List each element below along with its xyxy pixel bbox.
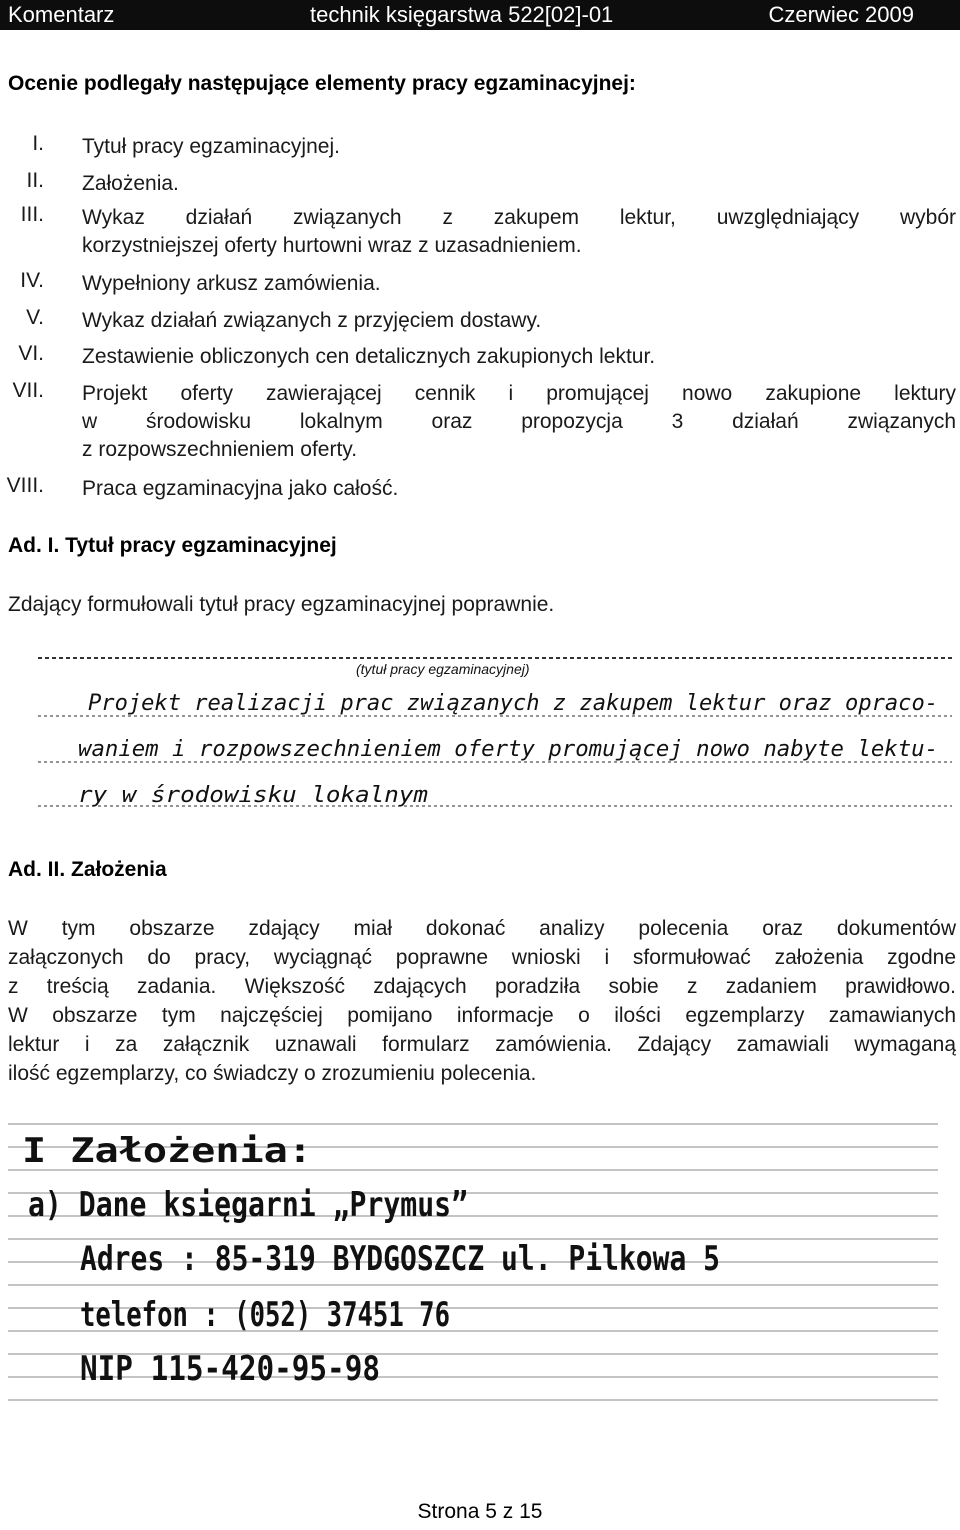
page-header [0, 0, 960, 30]
list-item-text: Wykaz działań związanych z zakupem lektur, uwzględniający wybór [82, 206, 956, 229]
list-item-number: V. [26, 306, 44, 329]
handwritten-assumptions-scan [8, 1112, 938, 1402]
list-item-number: I. [32, 132, 44, 155]
handwritten-line: waniem i rozpowszechnieniem oferty promującej nowo nabyte lektu- [78, 737, 938, 762]
section-heading-ad2: Ad. II. Założenia [8, 858, 167, 881]
handwritten-line: ry w środowisku lokalnym [78, 783, 428, 808]
list-item-text: Projekt oferty zawierającej cennik i promującej nowo zakupione lektury [82, 382, 956, 405]
handwritten-title-svg [36, 644, 954, 828]
paragraph-line: W tym obszarze zdający miał dokonać analizy polecenia oraz dokumentów [8, 917, 956, 940]
list-item-number: II. [26, 169, 44, 192]
header-exam-code: technik księgarstwa 522[02]-01 [310, 2, 614, 27]
list-item-number: III. [20, 203, 44, 226]
page-number: Strona 5 z 15 [417, 1500, 543, 1523]
handwritten-line: a) Dane księgarni „Prymus” [28, 1185, 468, 1225]
list-item-text-cont: z rozpowszechnieniem oferty. [82, 438, 358, 461]
handwritten-line: Projekt realizacji prac związanych z zakupem lektur oraz opraco- [88, 691, 938, 716]
handwritten-line: I Założenia: [22, 1131, 312, 1171]
paragraph-line: z treścią zadania. Większość zdających poradziła sobie z zadaniem prawidłowo. [8, 975, 956, 998]
list-item-number: IV. [20, 269, 44, 292]
handwritten-line: telefon : (052) 37451 76 [80, 1295, 450, 1335]
list-item-number: VII. [12, 379, 44, 402]
handwritten-line: NIP 115-420-95-98 [80, 1349, 380, 1389]
paragraph-line: W obszarze tym najczęściej pomijano informacje o ilości egzemplarzy zamawianych [8, 1004, 956, 1027]
list-item-text: Założenia. [82, 172, 179, 195]
section-text-ad2 [8, 914, 956, 1088]
handwritten-title-scan [36, 644, 954, 828]
list-item-text: Wykaz działań związanych z przyjęciem dostawy. [82, 309, 542, 332]
section-text-ad1: Zdający formułowali tytuł pracy egzaminacyjnej poprawnie. [8, 593, 555, 616]
list-item-text: Zestawienie obliczonych cen detalicznych zakupionych lektur. [82, 345, 656, 368]
paragraph-line: załączonych do pracy, wyciągnąć poprawne wnioski i sformułować założenia zgodne [8, 946, 956, 969]
list-item-text: Tytuł pracy egzaminacyjnej. [82, 135, 340, 158]
paragraph-line: ilość egzemplarzy, co świadczy o zrozumieniu polecenia. [8, 1062, 537, 1085]
list-item-text-cont: korzystniejszej oferty hurtowni wraz z uzasadnieniem. [82, 234, 582, 257]
list-item-number: VIII. [6, 474, 44, 497]
scan-field-label: (tytuł pracy egzaminacyjnej) [356, 661, 530, 677]
paragraph-line: lektur i za załącznik uznawali formularz zamówienia. Zdający zamawiali wymaganą [8, 1033, 956, 1056]
list-item-text: Wypełniony arkusz zamówienia. [82, 272, 381, 295]
list-item-text: Praca egzaminacyjna jako całość. [82, 477, 399, 500]
handwritten-line: Adres : 85-319 BYDGOSZCZ ul. Pilkowa 5 [80, 1239, 720, 1279]
handwritten-assumptions-svg [8, 1112, 938, 1402]
intro-heading: Ocenie podlegały następujące elementy pracy egzaminacyjnej: [8, 72, 636, 95]
header-document-type: Komentarz [8, 2, 115, 27]
list-item-number: VI. [18, 342, 44, 365]
section-heading-ad1: Ad. I. Tytuł pracy egzaminacyjnej [8, 534, 337, 557]
list-item-text-cont: w środowisku lokalnym oraz propozycja 3 działań związanych [82, 410, 956, 433]
header-date: Czerwiec 2009 [768, 2, 914, 27]
